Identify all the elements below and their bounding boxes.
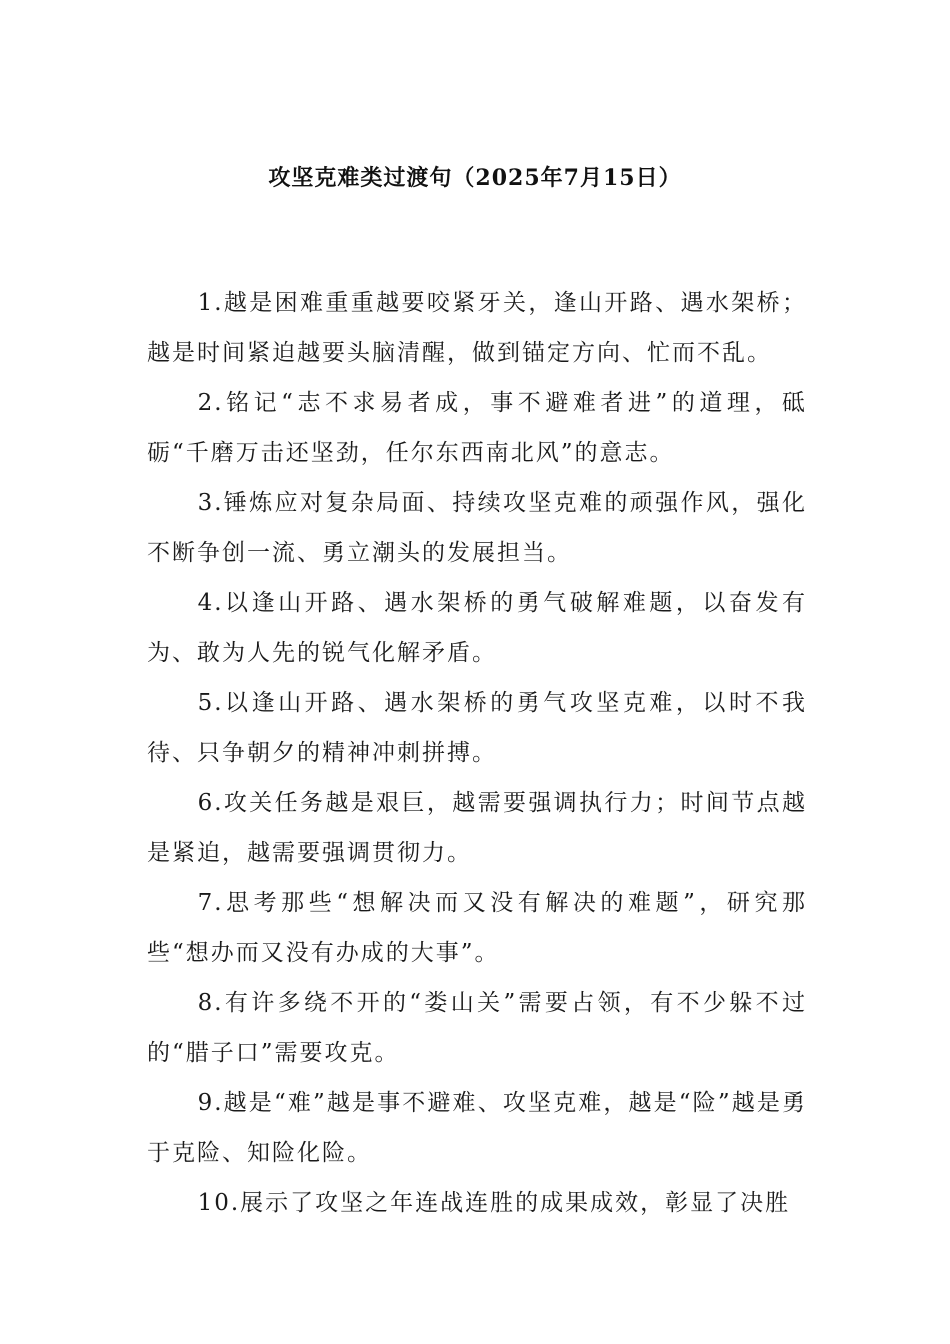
paragraph-1: 1.越是困难重重越要咬紧牙关，逢山开路、遇水架桥；越是时间紧迫越要头脑清醒，做到锚定方向、忙而不乱。 — [147, 290, 807, 366]
paragraph-8: 8.有许多绕不开的“娄山关”需要占领，有不少躲不过的“腊子口”需要攻克。 — [147, 990, 807, 1066]
document-body — [147, 278, 807, 1228]
document-title: 攻坚克难类过渡句（2025年7月15日） — [268, 165, 682, 191]
paragraph-5: 5.以逢山开路、遇水架桥的勇气攻坚克难，以时不我待、只争朝夕的精神冲刺拼搏。 — [147, 690, 807, 766]
paragraph-10: 10.展示了攻坚之年连战连胜的成果成效，彰显了决胜 — [197, 1190, 791, 1216]
paragraph-9: 9.越是“难”越是事不避难、攻坚克难，越是“险”越是勇于克险、知险化险。 — [147, 1090, 807, 1166]
paragraph-3: 3.锤炼应对复杂局面、持续攻坚克难的顽强作风，强化不断争创一流、勇立潮头的发展担当。 — [147, 490, 807, 566]
paragraph-4: 4.以逢山开路、遇水架桥的勇气破解难题，以奋发有为、敢为人先的锐气化解矛盾。 — [147, 590, 807, 666]
paragraph-7: 7.思考那些“想解决而又没有解决的难题”，研究那些“想办而又没有办成的大事”。 — [147, 890, 807, 966]
paragraph-6: 6.攻关任务越是艰巨，越需要强调执行力；时间节点越是紧迫，越需要强调贯彻力。 — [147, 790, 807, 866]
paragraph-2: 2.铭记“志不求易者成，事不避难者进”的道理，砥砺“千磨万击还坚劲，任尔东西南北风”的意志。 — [147, 390, 807, 466]
